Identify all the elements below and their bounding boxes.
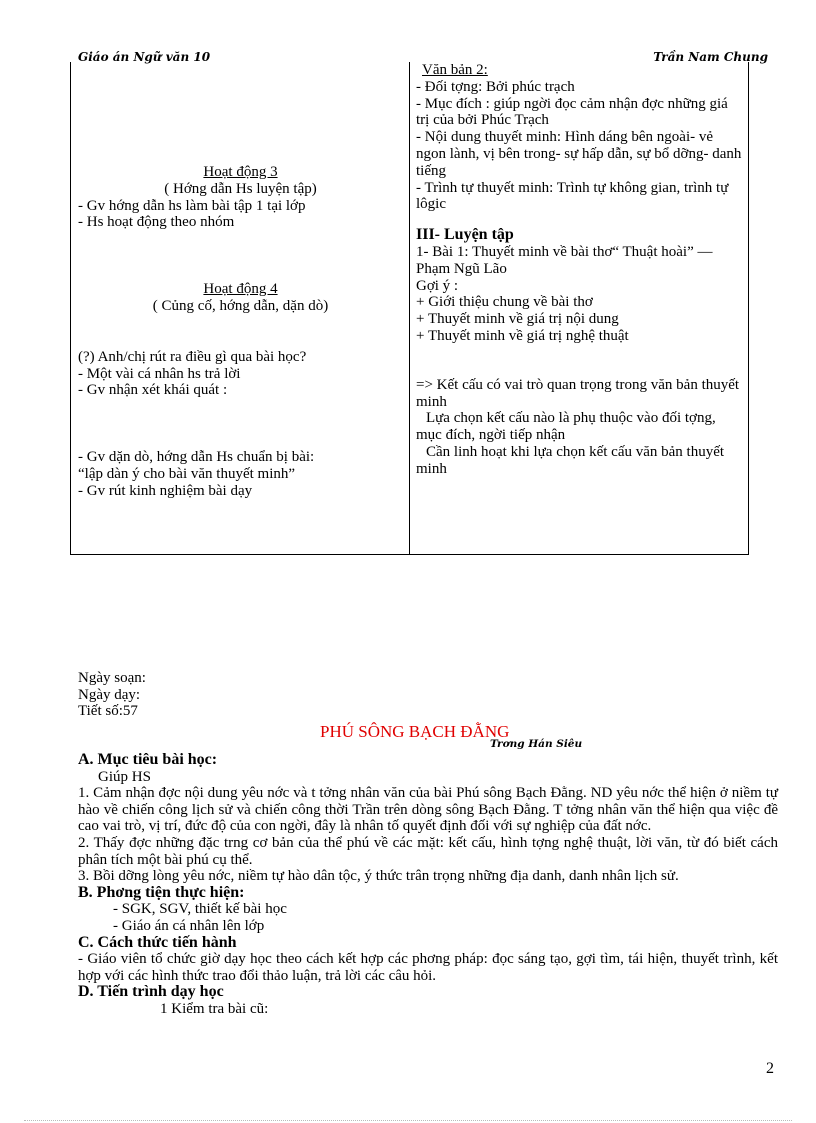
section-c-heading: C. Cách thức tiến hành — [78, 933, 237, 951]
activity-4-title: Hoạt động 4 — [203, 281, 278, 298]
question-text: (?) Anh/chị rút ra điều gì qua bài học? — [78, 348, 307, 365]
exercise-1: 1- Bài 1: Thuyết minh về bài thơ“ Thuật hoài” — Phạm Ngũ Lão — [416, 243, 713, 277]
lesson-author: Trơng Hán Siêu — [490, 738, 583, 750]
date-prepared: Ngày soạn: — [78, 670, 146, 686]
date-taught: Ngày dạy: — [78, 686, 141, 703]
activity-3-subtitle: ( Hớng dẫn Hs luyện tập) — [164, 180, 317, 197]
page-bottom-divider — [24, 1120, 792, 1121]
conclusion-1: => Kết cấu có vai trò quan trọng trong văn bản thuyết minh — [416, 376, 740, 410]
section-a-item-2: 2. Thấy đợc những đặc trng cơ bản của thể phú về các mặt: kết cấu, hình tợng nghệ thuật, lời văn, từ đó biết cách phân tích một bài phú cụ thể. — [78, 834, 778, 868]
section-c-text: - Giáo viên tổ chức giờ dạy học theo cách kết hợp các phơng pháp: đọc sáng tạo, gợi tìm, tái hiện, thuyết trình, kết hợp với các hình thức trao đổi thảo luận, trả lời các câu hỏi. — [78, 951, 778, 984]
page-number: 2 — [766, 1060, 774, 1077]
section-d-item-1: 1 Kiểm tra bài cũ: — [160, 1000, 269, 1017]
header-right-text: Trần Nam Chung — [653, 50, 768, 64]
hint-label: Gợi ý : — [416, 277, 459, 294]
section-b-item-2: - Giáo án cá nhân lên lớp — [113, 917, 265, 934]
section-a-heading: A. Mục tiêu bài học: — [78, 751, 218, 768]
header-left-text: Giáo án Ngữ văn 10 — [78, 50, 211, 64]
table-column-divider — [409, 62, 410, 554]
activity-3-line-1: - Gv hớng dẫn hs làm bài tập 1 tại lớp — [78, 197, 306, 214]
section-d-heading: D. Tiến trình dạy học — [78, 983, 224, 1001]
hint-1: + Giới thiệu chung về bài thơ — [416, 294, 593, 311]
conclusion-2: Lựa chọn kết cấu nào là phụ thuộc vào đối tợng, mục đích, ngời tiếp nhận — [416, 410, 716, 444]
ending-line-3: - Gv rút kinh nghiệm bài dạy — [78, 482, 253, 499]
text-2-purpose: - Mục đích : giúp ngời đọc cảm nhận đợc những giá trị của bởi Phúc Trạch — [416, 95, 728, 129]
text-2-object: - Đối tợng: Bởi phúc trạch — [416, 78, 575, 95]
practice-heading: III- Luyện tập — [416, 226, 514, 244]
section-b-heading: B. Phơng tiện thực hiện: — [78, 883, 245, 901]
lesson-table — [70, 62, 749, 555]
question-line-1: - Một vài cá nhân hs trả lời — [78, 365, 241, 382]
question-line-2: - Gv nhận xét khái quát : — [78, 382, 228, 399]
hint-3: + Thuyết minh về giá trị nghệ thuật — [416, 327, 629, 344]
lesson-number: Tiết số:57 — [78, 703, 138, 720]
section-a-item-3: 3. Bồi dỡng lòng yêu nớc, niềm tự hào dân tộc, ý thức trân trọng những địa danh, danh nhân lịch sử. — [78, 868, 679, 885]
text-2-heading: Văn bản 2: — [422, 62, 488, 78]
activity-4-subtitle: ( Củng cố, hớng dẫn, dặn dò) — [152, 297, 329, 314]
section-b-item-1: - SGK, SGV, thiết kế bài học — [113, 901, 287, 918]
hint-2: + Thuyết minh về giá trị nội dung — [416, 311, 619, 328]
lesson-title: PHÚ SÔNG BẠCH ĐẰNG — [320, 722, 510, 741]
ending-line-2: “lập dàn ý cho bài văn thuyết minh” — [78, 465, 296, 482]
lesson-body — [78, 752, 778, 1018]
ending-line-1: - Gv dặn dò, hớng dẫn Hs chuẩn bị bài: — [78, 449, 315, 466]
activity-3-line-2: - Hs hoạt động theo nhóm — [78, 214, 235, 231]
lesson-meta — [78, 670, 778, 720]
activity-3-title: Hoạt động 3 — [203, 164, 278, 180]
conclusion-3: Cần linh hoạt khi lựa chọn kết cấu văn bản thuyết minh — [416, 443, 725, 477]
text-2-content: - Nội dung thuyết minh: Hình dáng bên ngoài- vẻ ngon lành, vị bên trong- sự hấp dẫn, sự bổ dỡng- danh tiếng — [416, 129, 742, 179]
text-2-order: - Trình tự thuyết minh: Trình tự không gian, trình tự lôgic — [416, 179, 729, 213]
table-right-column — [416, 62, 744, 478]
section-a-intro: Giúp HS — [98, 768, 151, 785]
section-a-item-1: 1. Cảm nhận đợc nội dung yêu nớc và t tởng nhân văn của bài Phú sông Bạch Đằng. ND yêu nớc thể hiện ở niềm tự hào về chiến công lịch sử và chiến công thời Trần trên dòng sông Bạch Đằng. T tởng nhân văn thể hiện qua việc đề cao vai trò, vị trí, đức độ của con ngời, đây là nhân tố quyết định đối với sự nghiệp của đất nớc. — [78, 785, 778, 835]
table-left-column — [78, 62, 403, 500]
